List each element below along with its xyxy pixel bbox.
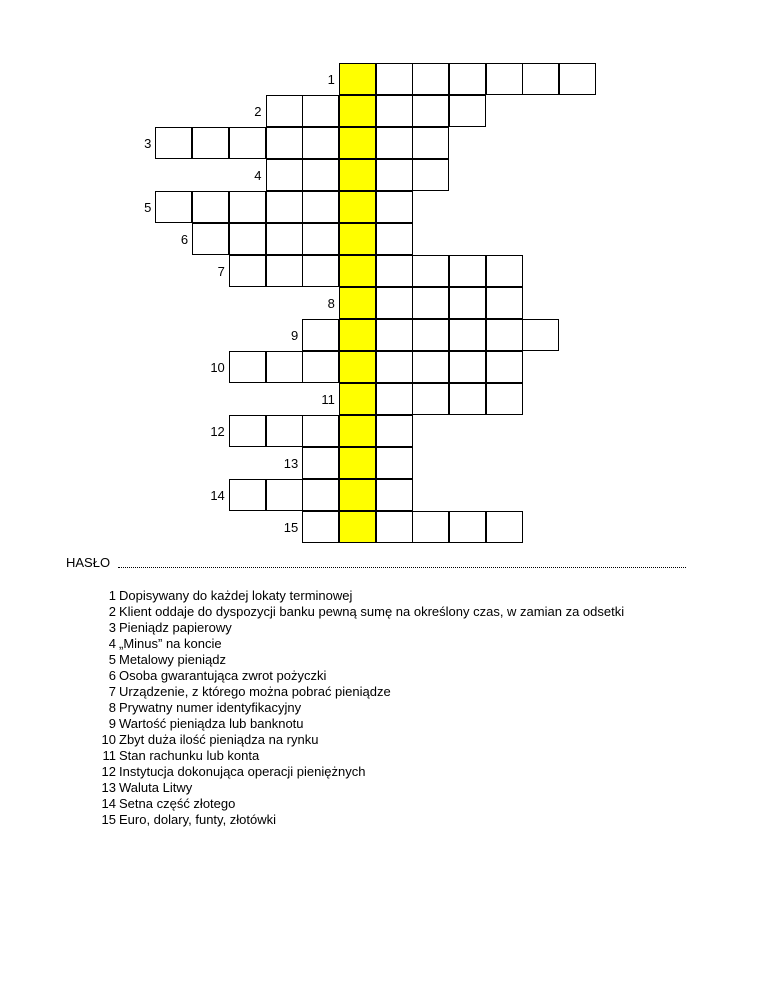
clue-number: 9 bbox=[108, 716, 116, 731]
answer-cell[interactable] bbox=[302, 127, 339, 159]
password-cell[interactable] bbox=[339, 479, 376, 511]
clue-text: Metalowy pieniądz bbox=[119, 652, 226, 667]
clue-number: 5 bbox=[108, 652, 116, 667]
answer-cell[interactable] bbox=[449, 95, 486, 127]
row-number: 5 bbox=[144, 200, 152, 215]
clue-text: Prywatny numer identyfikacyjny bbox=[119, 700, 302, 715]
clue-number: 11 bbox=[102, 748, 116, 763]
answer-cell[interactable] bbox=[266, 255, 303, 287]
clue-text: Pieniądz papierowy bbox=[119, 620, 232, 635]
answer-cell[interactable] bbox=[376, 319, 413, 351]
answer-cell[interactable] bbox=[412, 351, 449, 383]
answer-cell[interactable] bbox=[302, 319, 339, 351]
clue-text: Dopisywany do każdej lokaty terminowej bbox=[119, 588, 353, 603]
clue-text: Waluta Litwy bbox=[119, 780, 193, 795]
clue-number: 3 bbox=[108, 620, 116, 635]
answer-cell[interactable] bbox=[302, 159, 339, 191]
password-cell[interactable] bbox=[339, 287, 376, 319]
password-cell[interactable] bbox=[339, 351, 376, 383]
answer-cell[interactable] bbox=[376, 63, 413, 95]
answer-cell[interactable] bbox=[412, 255, 449, 287]
clue-number: 6 bbox=[108, 668, 116, 683]
answer-cell[interactable] bbox=[302, 479, 339, 511]
row-number: 2 bbox=[254, 104, 262, 119]
answer-cell[interactable] bbox=[229, 351, 266, 383]
password-cell[interactable] bbox=[339, 223, 376, 255]
clue-number: 14 bbox=[101, 796, 116, 811]
answer-cell[interactable] bbox=[302, 415, 339, 447]
answer-cell[interactable] bbox=[376, 479, 413, 511]
row-number: 3 bbox=[144, 136, 152, 151]
answer-cell[interactable] bbox=[376, 447, 413, 479]
password-label: HASŁO bbox=[66, 555, 111, 570]
answer-cell[interactable] bbox=[229, 223, 266, 255]
answer-cell[interactable] bbox=[559, 63, 596, 95]
clue-item bbox=[70, 684, 710, 700]
row-number: 6 bbox=[180, 232, 189, 247]
clue-item bbox=[70, 668, 710, 684]
password-cell[interactable] bbox=[339, 159, 376, 191]
answer-cell[interactable] bbox=[302, 447, 339, 479]
answer-cell[interactable] bbox=[486, 287, 523, 319]
clue-text: Setna część złotego bbox=[119, 796, 236, 811]
password-cell[interactable] bbox=[339, 255, 376, 287]
row-number: 13 bbox=[283, 456, 299, 471]
row-number: 12 bbox=[210, 424, 225, 439]
answer-cell[interactable] bbox=[412, 383, 449, 415]
answer-cell[interactable] bbox=[229, 127, 266, 159]
answer-cell[interactable] bbox=[449, 287, 486, 319]
row-number: 1 bbox=[327, 72, 335, 87]
answer-cell[interactable] bbox=[229, 415, 266, 447]
answer-cell[interactable] bbox=[376, 511, 413, 543]
clue-item bbox=[70, 588, 710, 604]
password-row bbox=[66, 553, 686, 571]
clue-list bbox=[70, 588, 710, 828]
answer-cell[interactable] bbox=[229, 191, 266, 223]
answer-cell[interactable] bbox=[229, 479, 266, 511]
row-number: 9 bbox=[290, 328, 299, 343]
answer-cell[interactable] bbox=[376, 287, 413, 319]
password-cell[interactable] bbox=[339, 95, 376, 127]
clue-text: Euro, dolary, funty, złotówki bbox=[119, 812, 277, 827]
answer-cell[interactable] bbox=[192, 127, 229, 159]
clue-item bbox=[70, 652, 710, 668]
answer-cell[interactable] bbox=[266, 479, 303, 511]
answer-cell[interactable] bbox=[486, 319, 523, 351]
clue-item bbox=[70, 604, 710, 620]
answer-cell[interactable] bbox=[192, 191, 229, 223]
answer-cell[interactable] bbox=[302, 351, 339, 383]
clue-item bbox=[70, 796, 710, 812]
answer-cell[interactable] bbox=[486, 351, 523, 383]
clue-item bbox=[70, 732, 710, 748]
answer-cell[interactable] bbox=[229, 255, 266, 287]
answer-cell[interactable] bbox=[192, 223, 229, 255]
clue-item bbox=[70, 780, 710, 796]
answer-cell[interactable] bbox=[302, 511, 339, 543]
answer-cell[interactable] bbox=[412, 63, 449, 95]
answer-cell[interactable] bbox=[266, 415, 303, 447]
row-number: 11 bbox=[321, 392, 335, 407]
answer-cell[interactable] bbox=[376, 223, 413, 255]
password-cell[interactable] bbox=[339, 191, 376, 223]
answer-cell[interactable] bbox=[522, 319, 559, 351]
password-cell[interactable] bbox=[339, 447, 376, 479]
answer-cell[interactable] bbox=[302, 255, 339, 287]
answer-cell[interactable] bbox=[266, 191, 303, 223]
row-number: 4 bbox=[254, 168, 262, 183]
answer-cell[interactable] bbox=[412, 127, 449, 159]
answer-cell[interactable] bbox=[376, 255, 413, 287]
row-number: 8 bbox=[327, 296, 335, 311]
clue-text: Zbyt duża ilość pieniądza na rynku bbox=[119, 732, 319, 747]
answer-cell[interactable] bbox=[449, 511, 486, 543]
password-cell[interactable] bbox=[339, 415, 376, 447]
password-answer-line[interactable] bbox=[118, 567, 686, 568]
password-cell[interactable] bbox=[339, 383, 376, 415]
clue-text: Stan rachunku lub konta bbox=[119, 748, 260, 763]
answer-cell[interactable] bbox=[266, 127, 303, 159]
answer-cell[interactable] bbox=[376, 95, 413, 127]
answer-cell[interactable] bbox=[155, 127, 192, 159]
clue-number: 4 bbox=[108, 636, 116, 651]
answer-cell[interactable] bbox=[155, 191, 192, 223]
clue-item bbox=[70, 716, 710, 732]
answer-cell[interactable] bbox=[486, 255, 523, 287]
password-cell[interactable] bbox=[339, 63, 376, 95]
clue-item bbox=[70, 636, 710, 652]
clue-item bbox=[70, 748, 710, 764]
clue-number: 1 bbox=[108, 588, 116, 603]
answer-cell[interactable] bbox=[376, 415, 413, 447]
password-cell[interactable] bbox=[339, 127, 376, 159]
answer-cell[interactable] bbox=[376, 127, 413, 159]
answer-cell[interactable] bbox=[376, 351, 413, 383]
clue-number: 12 bbox=[101, 764, 116, 779]
answer-cell[interactable] bbox=[266, 95, 303, 127]
answer-cell[interactable] bbox=[376, 191, 413, 223]
answer-cell[interactable] bbox=[266, 351, 303, 383]
clue-number: 13 bbox=[101, 780, 116, 795]
clue-number: 10 bbox=[101, 732, 116, 747]
clue-item bbox=[70, 620, 710, 636]
clue-item bbox=[70, 812, 710, 828]
password-cell[interactable] bbox=[339, 511, 376, 543]
clue-number: 7 bbox=[108, 684, 116, 699]
answer-cell[interactable] bbox=[412, 95, 449, 127]
row-number: 14 bbox=[210, 488, 225, 503]
answer-cell[interactable] bbox=[486, 511, 523, 543]
row-number: 7 bbox=[217, 264, 225, 279]
clue-text: Osoba gwarantująca zwrot pożyczki bbox=[119, 668, 327, 683]
answer-cell[interactable] bbox=[412, 319, 449, 351]
row-number: 10 bbox=[210, 360, 225, 375]
answer-cell[interactable] bbox=[376, 383, 413, 415]
row-number: 15 bbox=[283, 520, 299, 535]
clue-text: Instytucja dokonująca operacji pieniężnych bbox=[119, 764, 366, 779]
answer-cell[interactable] bbox=[266, 159, 303, 191]
answer-cell[interactable] bbox=[449, 383, 486, 415]
answer-cell[interactable] bbox=[449, 255, 486, 287]
clue-item bbox=[70, 764, 710, 780]
answer-cell[interactable] bbox=[486, 63, 523, 95]
answer-cell[interactable] bbox=[449, 351, 486, 383]
answer-cell[interactable] bbox=[302, 223, 339, 255]
answer-cell[interactable] bbox=[266, 223, 303, 255]
clue-text: „Minus” na koncie bbox=[119, 636, 222, 651]
password-cell[interactable] bbox=[339, 319, 376, 351]
clue-item bbox=[70, 700, 710, 716]
clue-text: Wartość pieniądza lub banknotu bbox=[119, 716, 304, 731]
clue-number: 8 bbox=[108, 700, 116, 715]
clue-number: 15 bbox=[101, 812, 116, 827]
answer-cell[interactable] bbox=[449, 63, 486, 95]
clue-text: Urządzenie, z którego można pobrać pieniądze bbox=[119, 684, 391, 699]
clue-text: Klient oddaje do dyspozycji banku pewną sumę na określony czas, w zamian za odsetki bbox=[119, 604, 625, 619]
clue-number: 2 bbox=[108, 604, 116, 619]
answer-cell[interactable] bbox=[302, 95, 339, 127]
answer-cell[interactable] bbox=[412, 511, 449, 543]
answer-cell[interactable] bbox=[522, 63, 559, 95]
answer-cell[interactable] bbox=[412, 159, 449, 191]
answer-cell[interactable] bbox=[449, 319, 486, 351]
answer-cell[interactable] bbox=[302, 191, 339, 223]
answer-cell[interactable] bbox=[412, 287, 449, 319]
answer-cell[interactable] bbox=[376, 159, 413, 191]
answer-cell[interactable] bbox=[486, 383, 523, 415]
